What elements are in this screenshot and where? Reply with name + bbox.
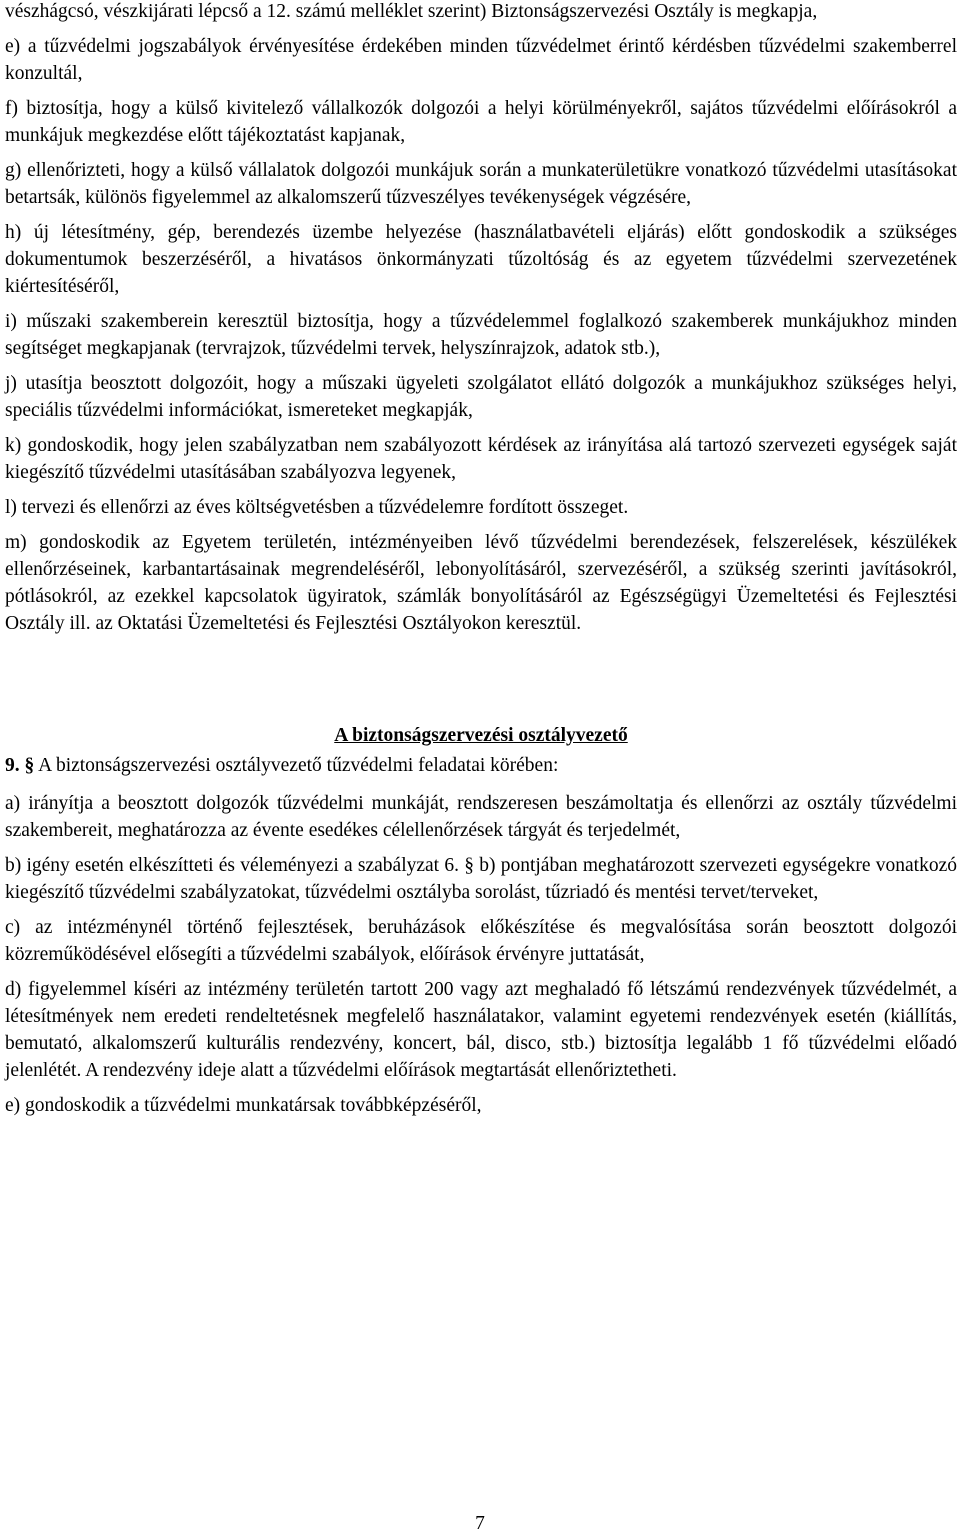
spacer <box>5 645 957 722</box>
paragraph-item-e: e) a tűzvédelmi jogszabályok érvényesítése érdekében minden tűzvédelmet érintő kérdésben tűzvédelmi szakemberrel konzultál, <box>5 36 957 84</box>
paragraph-item-k: k) gondoskodik, hogy jelen szabályzatban nem szabályozott kérdések az irányítása alá tartozó szervezeti egységek saját kiegészítő tűzvédelmi utasításában szabályozva legyenek, <box>5 435 957 483</box>
paragraph-continuation: vészhágcsó, vészkijárati lépcső a 12. számú melléklet szerint) Biztonságszervezési Osztály is megkapja, <box>5 1 818 22</box>
paragraph-item-g: g) ellenőrizteti, hogy a külső vállalatok dolgozói munkájuk során a munkaterületükre vonatkozó tűzvédelmi utasításokat betartsák, különös figyelemmel az alkalomszerű tűzveszélyes tevékenységek végzésére, <box>5 160 957 208</box>
paragraph-item-i: i) műszaki szakemberein keresztül biztosítja, hogy a tűzvédelemmel foglalkozó szakemberek munkájukhoz minden segítséget megkapjanak (tervrajzok, tűzvédelmi tervek, helyszínrajzok, adatok stb.), <box>5 311 957 359</box>
paragraph-duty-a: a) irányítja a beosztott dolgozók tűzvédelmi munkáját, rendszeresen beszámoltatja és ellenőrzi az osztály tűzvédelmi szakembereit, meghatározza az évente esedékes célellenőrzések tárgyát és terjedelmét, <box>5 793 957 841</box>
section-number: 9. § <box>5 755 35 776</box>
paragraph-duty-d: d) figyelemmel kíséri az intézmény területén tartott 200 vagy azt meghaladó fő létszámú rendezvények tűzvédelmét, a létesítmények nem eredeti rendeltetésnek megfelelő használatakor, valamint egyetemi rendezvények esetén (kiállítás, bemutató, alkalomszerű kulturális rendezvény, koncert, bál, disco, stb.) biztosítja legalább 1 fő tűzvédelmi előadó jelenlétét. A rendezvény ideje alatt a tűzvédelmi előírások megtartását ellenőriztetheti. <box>5 979 957 1081</box>
paragraph-duty-c: c) az intézménynél történő fejlesztések, beruházások előkészítése és megvalósítása során beosztott dolgozói közreműködésével elősegíti a tűzvédelmi szabályok, előírások érvényre juttatását, <box>5 917 957 965</box>
paragraph-item-h: h) új létesítmény, gép, berendezés üzembe helyezése (használatbavételi eljárás) előtt gondoskodik a szükséges dokumentumok beszerzéséről, a hivatásos önkormányzati tűzoltóság és az egyetem tűzvédelmi szervezetének kiértesítéséről, <box>5 222 957 297</box>
section-intro-text: A biztonságszervezési osztályvezető tűzvédelmi feladatai körében: <box>38 755 559 776</box>
paragraph-duty-e: e) gondoskodik a tűzvédelmi munkatársak továbbképzéséről, <box>5 1095 482 1116</box>
paragraph-item-f: f) biztosítja, hogy a külső kivitelező vállalkozók dolgozói a helyi körülményekről, sajátos tűzvédelmi előírásokról a munkájuk megkezdése előtt tájékoztatást kapjanak, <box>5 98 957 146</box>
page-number: 7 <box>475 1513 485 1534</box>
paragraph-item-j: j) utasítja beosztott dolgozóit, hogy a műszaki ügyeleti szolgálatot ellátó dolgozók a munkájukhoz szükséges helyi, speciális tűzvédelmi információkat, ismereteket megkapják, <box>5 373 957 421</box>
paragraph-item-m: m) gondoskodik az Egyetem területén, intézményeiben lévő tűzvédelmi berendezések, felszerelések, készülékek ellenőrzéseinek, karbantartásainak megrendeléséről, lebonyolításáról, szervezéséről, a szükség szerinti javításokról, pótlásokról, az ezekkel kapcsolatok ügyiratok, számlák bonyolításáról az Egészségügyi Üzemeltetési és Fejlesztési Osztály ill. az Oktatási Üzemeltetési és Fejlesztési Osztályokon keresztül. <box>5 532 957 634</box>
document-page <box>5 0 957 1127</box>
paragraph-duty-b: b) igény esetén elkészítteti és véleményezi a szabályzat 6. § b) pontjában meghatározott szervezeti egységekre vonatkozó kiegészítő tűzvédelmi szabályzatokat, tűzvédelmi osztályba sorolást, tűzriadó és mentési tervet/terveket, <box>5 855 957 903</box>
section-heading: A biztonságszervezési osztályvezető <box>334 725 628 746</box>
paragraph-item-l: l) tervezi és ellenőrzi az éves költségvetésben a tűzvédelemre fordított összeget. <box>5 497 629 518</box>
section-intro-line <box>5 752 957 779</box>
